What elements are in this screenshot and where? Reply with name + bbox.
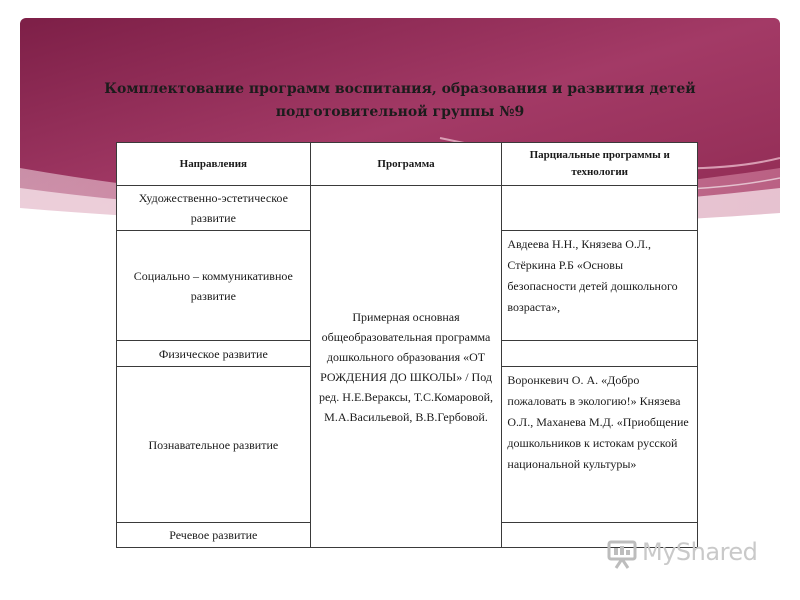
- header-partial: Парциальные программы и технологии: [502, 143, 698, 186]
- direction-cell: Речевое развитие: [117, 523, 311, 548]
- watermark-logo: [606, 536, 776, 570]
- header-direction: Направления: [117, 143, 311, 186]
- partial-cell-empty: [502, 186, 698, 231]
- programs-table: [116, 142, 698, 548]
- table-row: [117, 186, 698, 231]
- watermark-text: MyShared: [642, 538, 758, 566]
- direction-cell: Физическое развитие: [117, 341, 311, 367]
- slide-title-line-1: Комплектование программ воспитания, образования и развития детей: [104, 81, 696, 97]
- direction-cell: Художественно-эстетическое развитие: [117, 186, 311, 231]
- direction-cell: Познавательное развитие: [117, 367, 311, 523]
- slide-title-line-2: подготовительной группы №9: [275, 104, 525, 120]
- direction-cell: Социально – коммуникативное развитие: [117, 231, 311, 341]
- partial-programs-social: Авдеева Н.Н., Князева О.Л., Стёркина Р.Б «Основы безопасности детей дошкольного возраста»,: [502, 231, 698, 341]
- partial-programs-cognitive: Воронкевич О. А. «Добро пожаловать в экологию!» Князева О.Л., Маханева М.Д. «Приобщение дошкольников к истокам русской национальной культуры»: [502, 367, 698, 523]
- slide-title: [60, 78, 740, 124]
- header-program: Программа: [310, 143, 502, 186]
- main-program-cell: Примерная основная общеобразовательная программа дошкольного образования «ОТ РОЖДЕНИЯ ДО ШКОЛЫ» / Под ред. Н.Е.Вераксы, Т.С.Комаровой, М.А.Васильевой, В.В.Гербовой.: [310, 186, 502, 548]
- presentation-board-icon: [606, 538, 638, 570]
- partial-cell-empty: [502, 341, 698, 367]
- table-header-row: [117, 143, 698, 186]
